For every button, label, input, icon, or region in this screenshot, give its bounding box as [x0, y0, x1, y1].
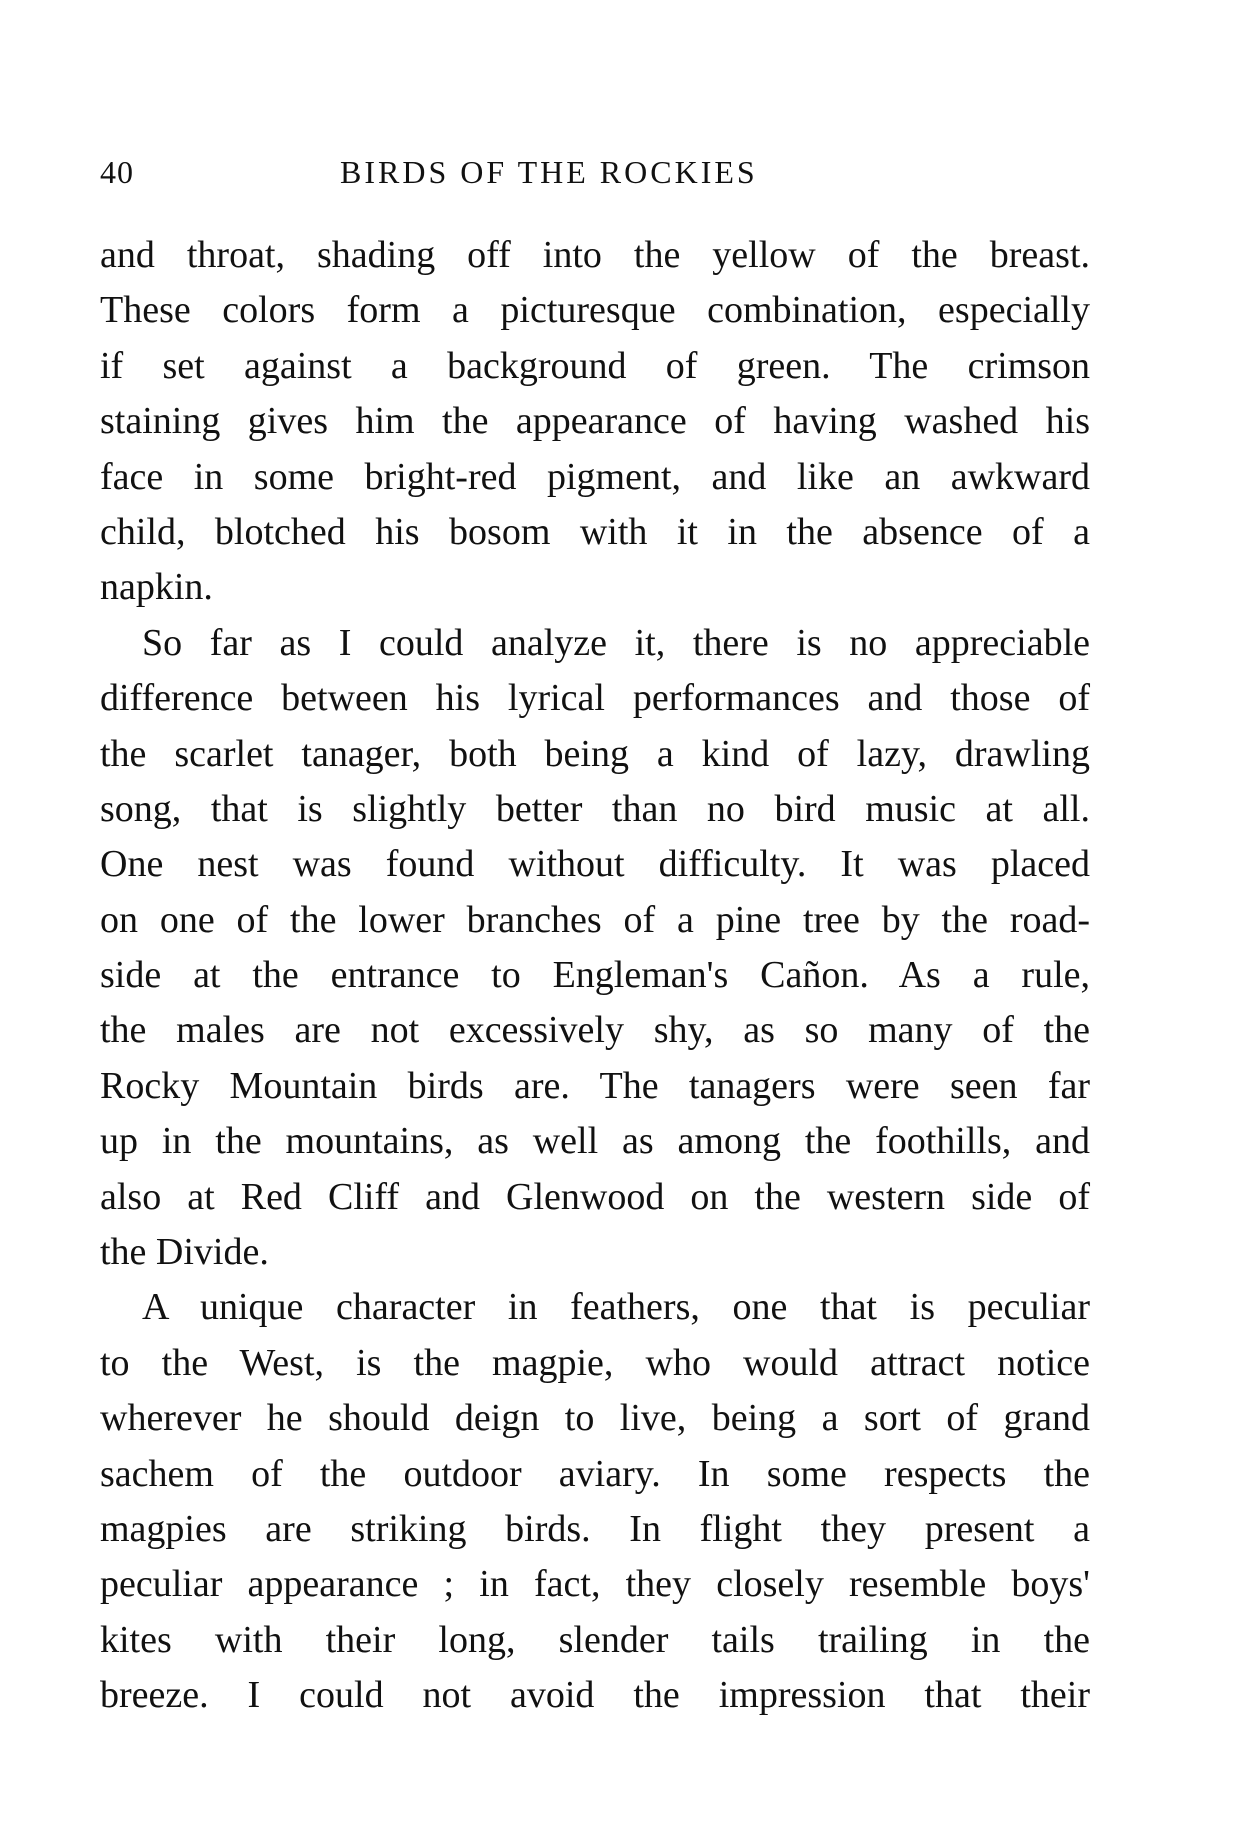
page-header	[100, 150, 1100, 194]
text-line: Rocky Mountain birds are. The tanagers were seen far	[100, 1064, 1090, 1107]
text-line: if set against a background of green. The crimson	[100, 344, 1090, 387]
text-line: kites with their long, slender tails trailing in the	[100, 1618, 1090, 1661]
text-line: to the West, is the magpie, who would attract notice	[100, 1341, 1090, 1384]
page-number: 40	[100, 154, 134, 190]
text-line: A unique character in feathers, one that is peculiar	[142, 1286, 1090, 1329]
text-line: on one of the lower branches of a pine tree by the road-	[100, 898, 1090, 941]
paragraph-2	[100, 616, 1090, 1281]
text-line: child, blotched his bosom with it in the absence of a	[100, 510, 1090, 553]
text-line: napkin.	[100, 566, 213, 609]
text-line: difference between his lyrical performances and those of	[100, 677, 1090, 720]
paragraph-3	[100, 1280, 1090, 1723]
text-line: breeze. I could not avoid the impression that their	[100, 1674, 1090, 1717]
running-head: BIRDS OF THE ROCKIES	[340, 154, 758, 190]
text-line: and throat, shading off into the yellow of the breast.	[100, 234, 1090, 276]
text-line: also at Red Cliff and Glenwood on the western side of	[100, 1175, 1090, 1218]
text-line: song, that is slightly better than no bird music at all.	[100, 787, 1090, 830]
text-line: staining gives him the appearance of having washed his	[100, 400, 1090, 443]
text-line: the scarlet tanager, both being a kind of lazy, drawling	[100, 732, 1090, 775]
text-line: face in some bright-red pigment, and like an awkward	[100, 455, 1090, 498]
paragraph-1	[100, 228, 1090, 616]
text-line: up in the mountains, as well as among the foothills, and	[100, 1120, 1090, 1163]
text-line: So far as I could analyze it, there is no appreciable	[142, 621, 1090, 664]
text-line: wherever he should deign to live, being a sort of grand	[100, 1397, 1090, 1440]
body-text	[100, 228, 1090, 1724]
text-line: One nest was found without difficulty. It was placed	[100, 843, 1090, 886]
text-line: the males are not excessively shy, as so many of the	[100, 1009, 1090, 1052]
text-line: the Divide.	[100, 1231, 269, 1274]
text-line: magpies are striking birds. In flight they present a	[100, 1507, 1090, 1550]
text-line: sachem of the outdoor aviary. In some respects the	[100, 1452, 1090, 1495]
text-line: side at the entrance to Engleman's Cañon. As a rule,	[100, 954, 1090, 997]
text-line: peculiar appearance ; in fact, they closely resemble boys'	[100, 1563, 1090, 1606]
text-line: These colors form a picturesque combination, especially	[100, 289, 1090, 332]
